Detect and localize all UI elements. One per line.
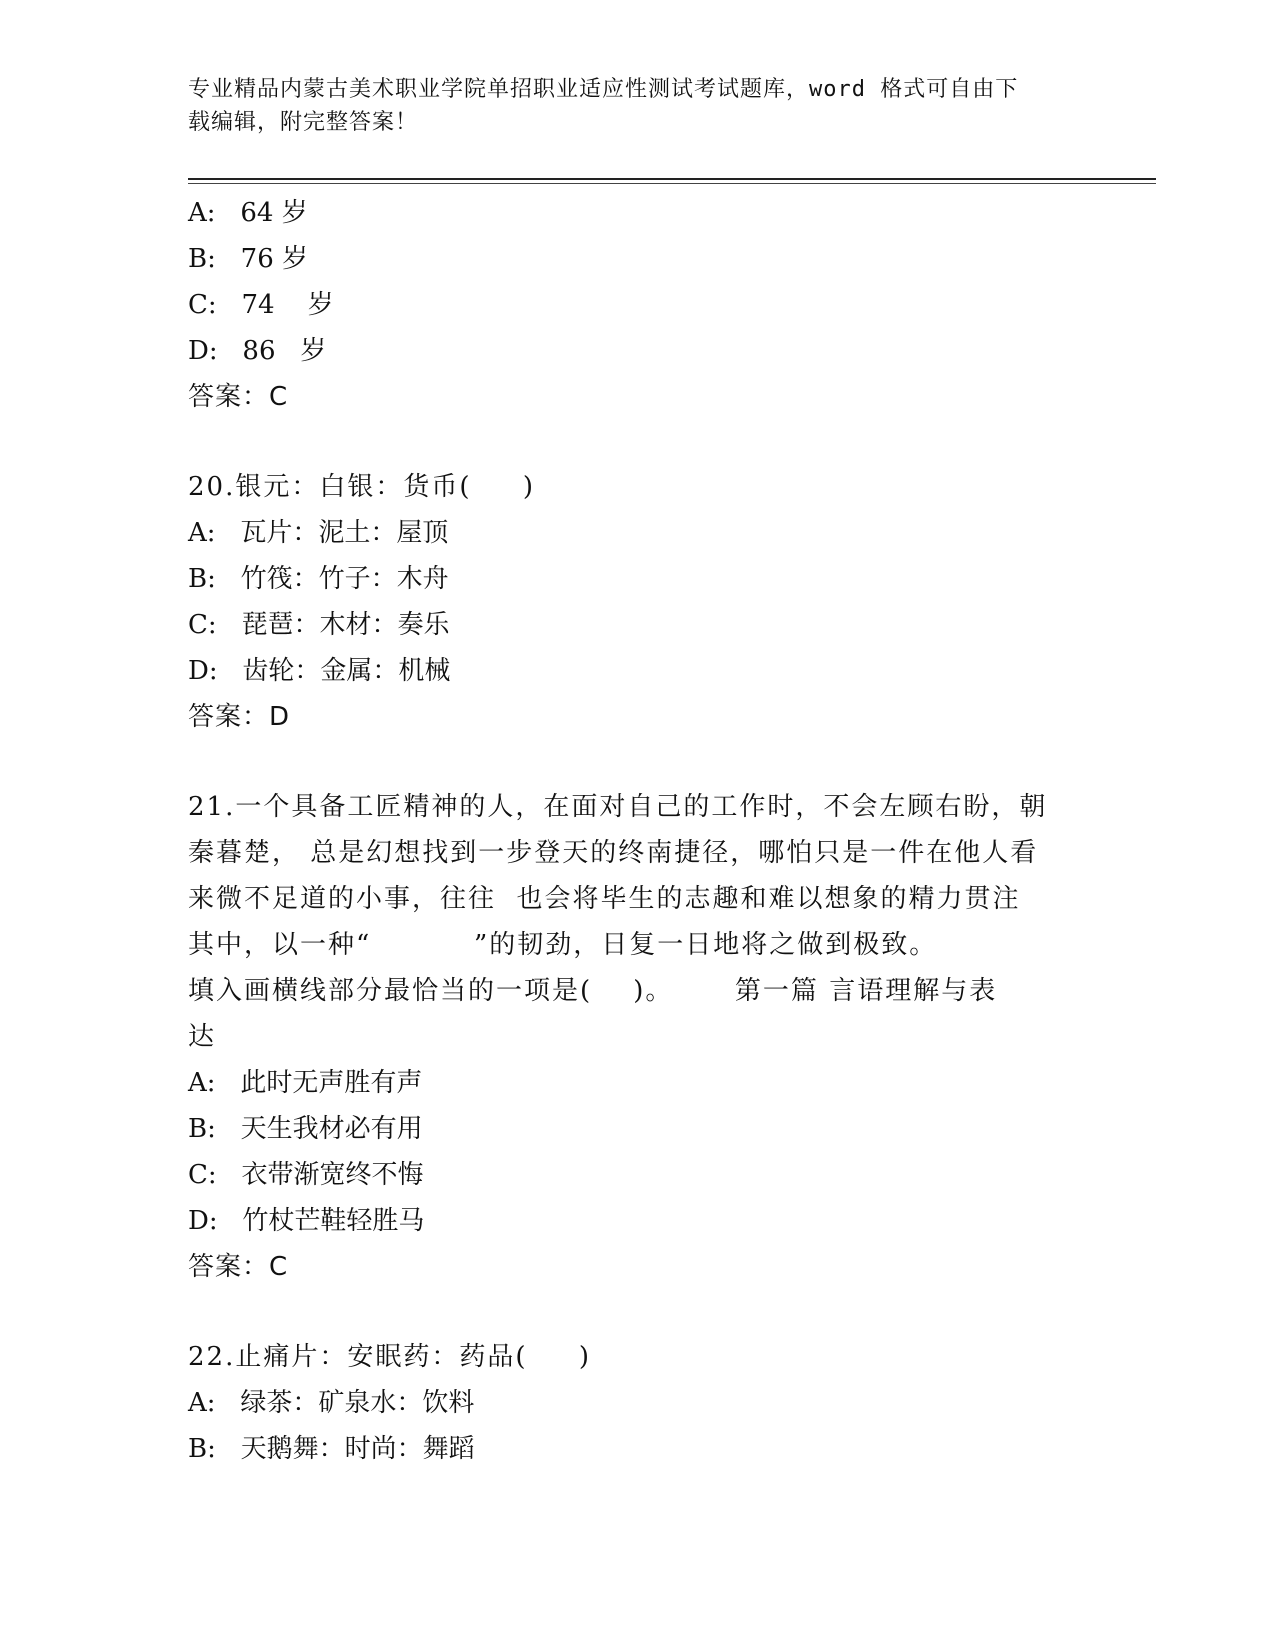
question-22 [188, 1334, 1088, 1472]
option-b: B: 竹筏：竹子：木舟 [188, 564, 449, 594]
option-a: A: 64 岁 [188, 198, 308, 228]
question-stem-line: 21.一个具备工匠精神的人，在面对自己的工作时，不会左顾右盼，朝 [188, 792, 1048, 822]
header-rule-thin [188, 183, 1156, 184]
page-header [188, 73, 1068, 139]
option-a: A: 瓦片：泥土：屋顶 [188, 518, 449, 548]
question-stem-line: 其中，以一种“ ”的韧劲，日复一日地将之做到极致。 [188, 930, 938, 960]
question-19 [188, 190, 1088, 420]
option-c: C: 衣带渐宽终不悔 [188, 1160, 424, 1190]
answer-line: 答案：C [188, 382, 289, 412]
option-b: B: 天鹅舞：时尚：舞蹈 [188, 1434, 475, 1464]
option-d: D: 86 岁 [188, 336, 327, 366]
question-stem-line: 达 [188, 1022, 217, 1052]
option-a: A: 绿茶：矿泉水：饮料 [188, 1388, 475, 1418]
question-stem-line: 秦暮楚， 总是幻想找到一步登天的终南捷径，哪怕只是一件在他人看 [188, 838, 1039, 868]
question-20 [188, 464, 1088, 740]
header-rule-thick [188, 178, 1156, 180]
question-content [188, 190, 1088, 1472]
question-stem-line: 填入画横线部分最恰当的一项是( )。 第一篇 言语理解与表 [188, 976, 998, 1006]
spacer [188, 1290, 1088, 1334]
answer-line: 答案：C [188, 1252, 289, 1282]
question-stem: 20.银元：白银：货币( ) [188, 472, 535, 502]
spacer [188, 740, 1088, 784]
option-d: D: 齿轮：金属：机械 [188, 656, 451, 686]
option-a: A: 此时无声胜有声 [188, 1068, 423, 1098]
header-line-1: 专业精品内蒙古美术职业学院单招职业适应性测试考试题库，word 格式可自由下 [188, 77, 1019, 102]
answer-line: 答案：D [188, 702, 291, 732]
option-b: B: 天生我材必有用 [188, 1114, 423, 1144]
header-line-2: 载编辑，附完整答案！ [188, 110, 419, 135]
option-c: C: 琵琶：木材：奏乐 [188, 610, 450, 640]
question-stem-line: 来微不足道的小事，往往 也会将毕生的志趣和难以想象的精力贯注 [188, 884, 1021, 914]
spacer [188, 420, 1088, 464]
option-c: C: 74 岁 [188, 290, 334, 320]
option-d: D: 竹杖芒鞋轻胜马 [188, 1206, 425, 1236]
question-21 [188, 784, 1088, 1290]
option-b: B: 76 岁 [188, 244, 309, 274]
question-stem: 22.止痛片：安眠药：药品( ) [188, 1342, 591, 1372]
